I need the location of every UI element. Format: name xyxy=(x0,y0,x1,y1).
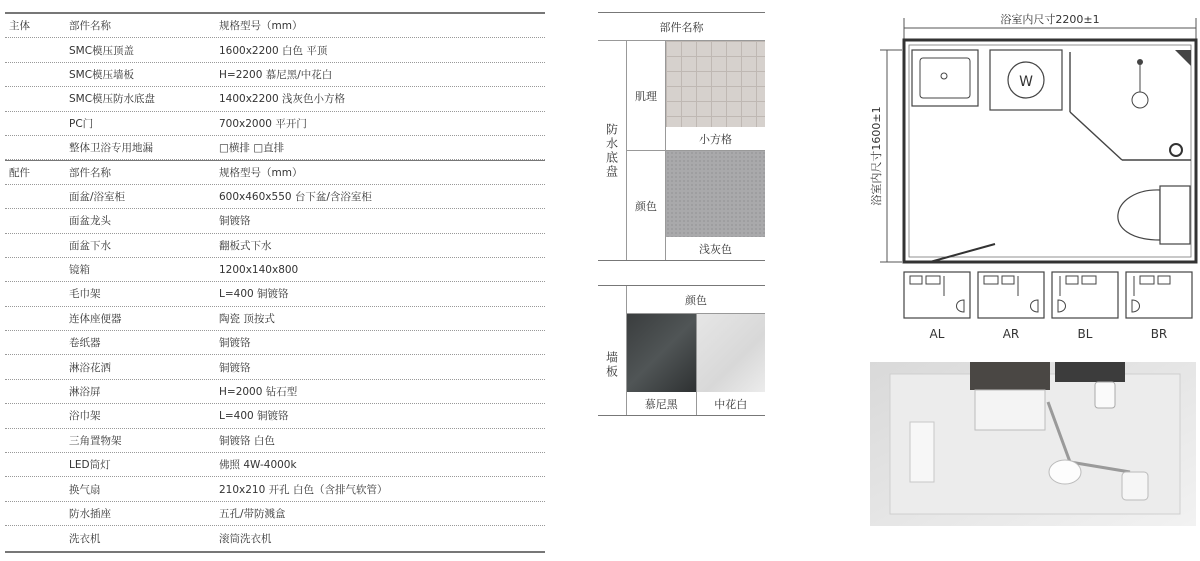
floor-plan-drawing xyxy=(860,0,1200,355)
table-row xyxy=(5,234,545,258)
table-row xyxy=(5,282,545,306)
part-spec: L=400 铜镀铬 xyxy=(219,288,289,301)
color-label: 颜色 xyxy=(635,199,657,213)
main-header-name: 部件名称 xyxy=(69,20,111,33)
part-spec: 五孔/带防溅盒 xyxy=(219,508,286,520)
part-name: 卷纸器 xyxy=(69,337,101,350)
part-name: 面盆龙头 xyxy=(69,215,111,228)
accessory-section-label: 配件 xyxy=(9,167,30,180)
floor-side-label: 防水底盘 xyxy=(604,122,619,179)
part-spec: 陶瓷 顶按式 xyxy=(219,312,275,325)
wall-table-header: 颜色 xyxy=(626,286,765,314)
wall-option-1: 慕尼黑 xyxy=(644,397,678,411)
texture-value: 小方格 xyxy=(699,132,732,146)
part-spec: 700x2000 平开门 xyxy=(219,117,307,130)
part-spec: 铜镀铬 xyxy=(219,337,251,350)
table-row xyxy=(5,477,545,501)
table-row xyxy=(5,307,545,331)
table-row xyxy=(5,331,545,355)
part-spec: 滚筒洗衣机 xyxy=(219,532,272,545)
table-row xyxy=(5,380,545,404)
floor-material-table xyxy=(598,12,765,261)
table-row xyxy=(5,355,545,379)
layout-label-bl: BL xyxy=(1077,327,1093,341)
part-name: 浴巾架 xyxy=(69,410,101,423)
wall-material-table xyxy=(598,285,765,416)
spec-table xyxy=(5,12,545,553)
table-row xyxy=(5,63,545,87)
part-spec: L=400 铜镀铬 xyxy=(219,410,289,423)
table-row xyxy=(5,429,545,453)
color-value: 浅灰色 xyxy=(699,242,732,256)
part-spec: 铜镀铬 xyxy=(219,361,251,374)
part-spec: 铜镀铬 xyxy=(219,215,251,228)
table-row xyxy=(5,453,545,477)
part-name: 面盆下水 xyxy=(69,239,111,252)
accessory-header-name: 部件名称 xyxy=(69,167,111,180)
drain-icon xyxy=(1170,144,1182,156)
table-row xyxy=(5,136,545,160)
width-dimension: 浴室内尺寸2200±1 xyxy=(1000,13,1100,26)
part-spec: H=2000 钻石型 xyxy=(219,386,298,399)
part-name: 镜箱 xyxy=(69,264,90,277)
layout-label-al: AL xyxy=(929,327,945,341)
part-name: 连体座便器 xyxy=(69,312,122,325)
part-name: PC门 xyxy=(69,117,94,130)
part-name: 淋浴花洒 xyxy=(69,361,111,374)
washer-mark: W xyxy=(1019,74,1033,90)
light-grey-swatch xyxy=(666,151,765,237)
main-section-label: 主体 xyxy=(9,20,30,33)
part-name: 换气扇 xyxy=(69,483,101,496)
floor-table-header: 部件名称 xyxy=(598,13,765,41)
part-name: 面盆/浴室柜 xyxy=(69,190,126,203)
tile-texture-swatch xyxy=(666,41,765,127)
part-name: 三角置物架 xyxy=(69,434,122,447)
layout-label-ar: AR xyxy=(1002,327,1020,341)
main-header-row xyxy=(5,14,545,38)
table-row xyxy=(5,526,545,550)
part-name: 整体卫浴专用地漏 xyxy=(69,142,153,155)
part-spec: H=2200 慕尼黑/中花白 xyxy=(219,68,333,81)
table-row xyxy=(5,112,545,136)
part-spec: 翻板式下水 xyxy=(219,239,272,252)
part-spec: 600x460x550 台下盆/含浴室柜 xyxy=(219,190,372,203)
marble-white-swatch xyxy=(697,314,766,392)
bathroom-render-image xyxy=(870,362,1196,526)
wall-option-2: 中花白 xyxy=(714,397,748,411)
part-name: SMC模压防水底盘 xyxy=(69,93,156,106)
part-name: SMC模压顶盖 xyxy=(69,44,135,57)
part-spec: □横排 □直排 xyxy=(219,142,285,155)
table-row xyxy=(5,87,545,111)
texture-label: 肌理 xyxy=(635,89,657,103)
color-row xyxy=(627,151,765,260)
main-header-spec: 规格型号（mm） xyxy=(219,20,303,33)
texture-row xyxy=(627,41,765,151)
layout-label-br: BR xyxy=(1150,327,1168,341)
part-name: 洗衣机 xyxy=(69,532,101,545)
part-name: SMC模压墙板 xyxy=(69,68,135,81)
table-row xyxy=(5,185,545,209)
accessory-header-row xyxy=(5,160,545,184)
part-spec: 1400x2200 浅灰色小方格 xyxy=(219,93,345,106)
part-name: LED筒灯 xyxy=(69,459,111,472)
table-row xyxy=(5,502,545,526)
layout-variants xyxy=(904,272,1192,318)
part-spec: 210x210 开孔 白色（含排气软管） xyxy=(219,483,388,496)
part-name: 防水插座 xyxy=(69,508,111,520)
table-row xyxy=(5,404,545,428)
table-row xyxy=(5,258,545,282)
accessory-header-spec: 规格型号（mm） xyxy=(219,167,303,180)
wall-side-label: 墙板 xyxy=(604,350,619,379)
part-spec: 1600x2200 白色 平顶 xyxy=(219,44,328,57)
part-spec: 1200x140x800 xyxy=(219,263,299,276)
part-name: 淋浴屏 xyxy=(69,386,101,399)
part-spec: 铜镀铬 白色 xyxy=(219,434,275,447)
part-spec: 佛照 4W-4000k xyxy=(219,459,297,472)
table-row xyxy=(5,38,545,62)
part-name: 毛巾架 xyxy=(69,288,101,301)
table-row xyxy=(5,209,545,233)
munich-black-swatch xyxy=(627,314,696,392)
height-dimension: 浴室内尺寸1600±1 xyxy=(870,106,883,206)
